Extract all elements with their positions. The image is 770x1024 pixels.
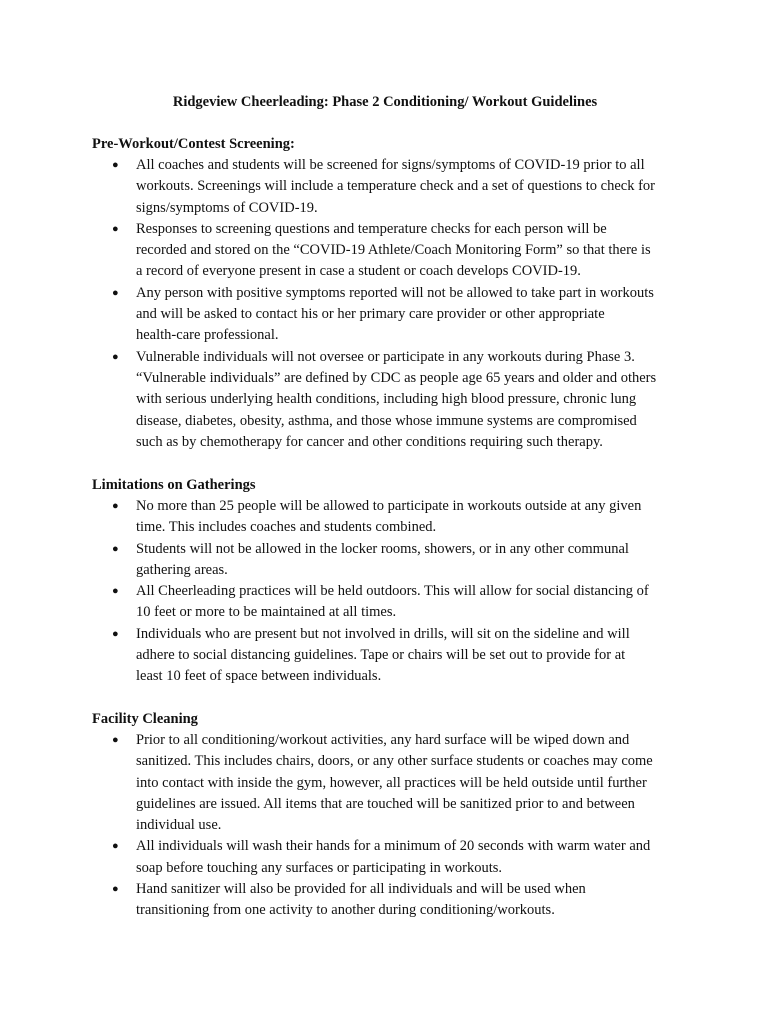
bullet-icon: ●: [112, 350, 119, 363]
list-item-text-line: disease, diabetes, obesity, asthma, and those whose immune systems are compromised: [136, 412, 637, 429]
bullet-icon: ●: [112, 159, 119, 171]
list-item-text-line: soap before touching any surfaces or participating in workouts.: [136, 859, 503, 876]
list-item-text-line: gathering areas.: [136, 561, 228, 578]
section-limitations-on-gatherings: [92, 475, 692, 688]
list-item: [92, 155, 692, 219]
bullet-list: [92, 730, 692, 922]
section-pre-workout-screening: [92, 134, 692, 453]
bullet-icon: ●: [112, 627, 119, 640]
list-item-text-line: Students will not be allowed in the locker rooms, showers, or in any other communal: [136, 540, 629, 557]
section-heading: Limitations on Gatherings: [92, 477, 256, 493]
bullet-list: [92, 155, 692, 453]
list-item-text-line: All individuals will wash their hands for a minimum of 20 seconds with warm water and: [136, 838, 651, 855]
list-item: [92, 581, 692, 624]
bullet-icon: ●: [112, 500, 119, 512]
list-item-text-line: All Cheerleading practices will be held outdoors. This will allow for social distancing of: [136, 583, 649, 600]
list-item: [92, 539, 692, 582]
list-item-text-line: with serious underlying health conditions, including high blood pressure, chronic lung: [136, 391, 637, 408]
list-item-text-line: No more than 25 people will be allowed to participate in workouts outside at any given: [136, 498, 642, 514]
bullet-icon: ●: [112, 734, 119, 746]
list-item-text-line: Responses to screening questions and temperature checks for each person will be: [136, 220, 607, 237]
list-item-text-line: Vulnerable individuals will not oversee or participate in any workouts during Phase 3.: [136, 348, 635, 365]
list-item-text-line: such as by chemotherapy for cancer and other conditions requiring such therapy.: [136, 433, 603, 450]
list-item-text-line: least 10 feet of space between individuals.: [136, 668, 382, 685]
list-item: [92, 624, 692, 688]
bullet-icon: ●: [112, 542, 119, 555]
list-item-text-line: “Vulnerable individuals” are defined by CDC as people age 65 years and older and others: [136, 369, 657, 386]
list-item: [92, 347, 692, 453]
list-item-text-line: a record of everyone present in case a student or coach develops COVID-19.: [136, 263, 581, 280]
list-item-text-line: Any person with positive symptoms reported will not be allowed to take part in workouts: [136, 284, 654, 301]
bullet-icon: ●: [112, 585, 119, 598]
section-heading: Pre-Workout/Contest Screening:: [92, 136, 295, 152]
list-item-text-line: All coaches and students will be screened for signs/symptoms of COVID-19 prior to all: [136, 157, 645, 173]
list-item: [92, 879, 692, 922]
bullet-icon: ●: [112, 222, 119, 235]
list-item-text-line: adhere to social distancing guidelines. Tape or chairs will be set out to provide for at: [136, 647, 626, 664]
list-item: [92, 496, 692, 539]
list-item-text-line: guidelines are issued. All items that are touched will be sanitized prior to and between: [136, 795, 635, 812]
list-item-text-line: recorded and stored on the “COVID-19 Athlete/Coach Monitoring Form” so that there is: [136, 242, 651, 259]
list-item-text-line: sanitized. This includes chairs, doors, or any other surface students or coaches may come: [136, 753, 653, 770]
list-item-text-line: Hand sanitizer will also be provided for all individuals and will be used when: [136, 881, 586, 898]
list-item-text-line: signs/symptoms of COVID-19.: [136, 199, 318, 216]
bullet-icon: ●: [112, 883, 119, 896]
bullet-icon: ●: [112, 286, 119, 299]
list-item-text-line: individual use.: [136, 817, 222, 834]
list-item-text-line: Individuals who are present but not involved in drills, will sit on the sideline and will: [136, 625, 630, 642]
section-facility-cleaning: [92, 709, 692, 922]
bullet-icon: ●: [112, 840, 119, 853]
list-item: [92, 283, 692, 347]
section-heading: Facility Cleaning: [92, 711, 198, 727]
list-item-text-line: 10 feet or more to be maintained at all times.: [136, 604, 397, 621]
list-item-text-line: Prior to all conditioning/workout activities, any hard surface will be wiped down and: [136, 732, 630, 748]
list-item-text-line: into contact with inside the gym, however, all practices will be held outside until further: [136, 774, 647, 791]
list-item-text-line: transitioning from one activity to another during conditioning/workouts.: [136, 902, 555, 919]
list-item-text-line: workouts. Screenings will include a temperature check and a set of questions to check for: [136, 178, 656, 195]
list-item: [92, 219, 692, 283]
bullet-list: [92, 496, 692, 688]
list-item: [92, 730, 692, 836]
list-item-text-line: and will be asked to contact his or her primary care provider or other appropriate: [136, 306, 605, 323]
document-title: Ridgeview Cheerleading: Phase 2 Conditioning/ Workout Guidelines: [172, 94, 598, 110]
list-item-text-line: health-care professional.: [136, 327, 279, 344]
list-item-text-line: time. This includes coaches and students combined.: [136, 519, 437, 536]
list-item: [92, 836, 692, 879]
